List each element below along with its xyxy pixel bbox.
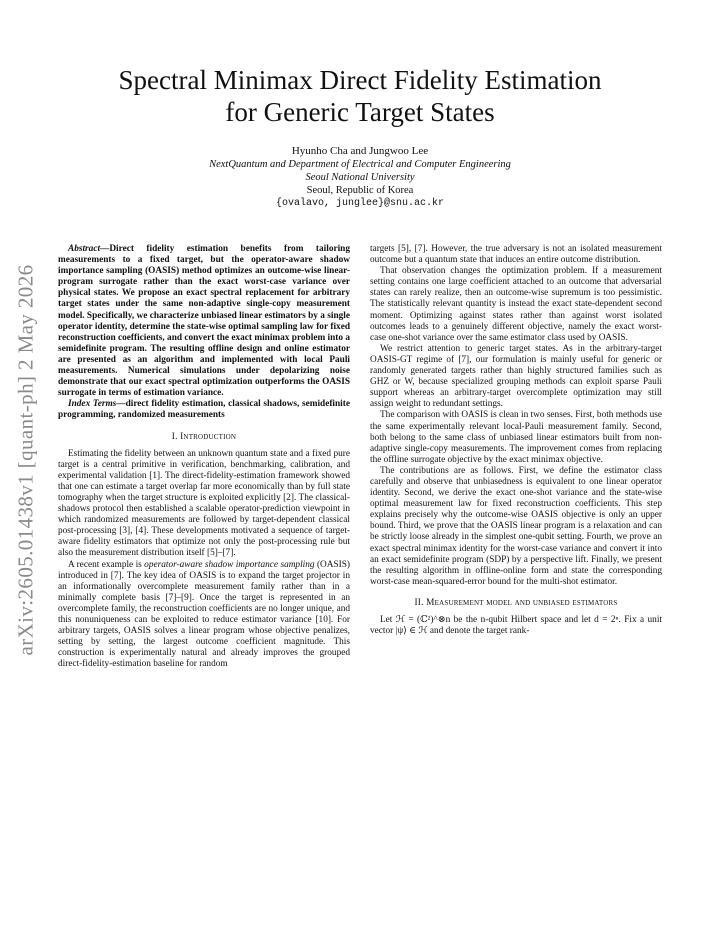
intro-paragraph-2-emphasis: operator-aware shadow importance sampling	[144, 559, 315, 570]
left-column	[58, 244, 350, 670]
intro-paragraph-2-rest: (OASIS) introduced in [7]. The key idea of OASIS is to expand the target projector in an informationally overcomplete measurement family rather than in a minimally complete basis [7]–[9]. Once the target is represented in an overcomplete family, the reconstruction coefficients are no longer unique, and this nonuniqueness can be exploited to reduce estimator variance [10]. For arbitrary targets, OASIS solves a linear program whose objective penalizes, setting by setting, the largest outcome coefficient magnitude. This construction is experimentally natural and already improves the grouped direct-fidelity-estimation baseline for random	[58, 559, 350, 670]
author-email: {ovalavo, junglee}@snu.ac.kr	[275, 198, 445, 209]
intro-paragraph-4: We restrict attention to generic target states. As in the arbitrary-target OASIS-GT regime of [7], our formulation is mainly useful for generic or randomly generated targets rather than highly structured families such as GHZ or W, because specialized grouping methods can exploit sparse Pauli support whereas an arbitrary-target overcomplete optimization may still assign weight to redundant settings.	[370, 343, 662, 410]
affiliation-line-2: Seoul National University	[305, 172, 415, 183]
author-block	[60, 145, 660, 210]
index-terms-label: Index Terms	[68, 399, 117, 410]
intro-paragraph-3: That observation changes the optimization problem. If a measurement setting contains one large coefficient attached to an outcome that adversarial states can rarely realize, then an outcome-wise supremum is too pessimistic. The statistically relevant quantity is instead the exact state-dependent second moment. Optimizing against states rather than against worst isolated outcomes leads to a genuinely different objective, namely the exact worst-case one-shot variance over the same estimator class used by OASIS.	[370, 266, 662, 343]
section-2-paragraph-1: Let ℋ = (ℂ²)^⊗n be the n-qubit Hilbert space and let d = 2ⁿ. Fix a unit vector |ψ⟩ ∈ ℋ and denote the target rank-	[370, 615, 662, 637]
abstract-text: —Direct fidelity estimation benefits from tailoring measurements to a fixed target, but the operator-aware shadow importance sampling (OASIS) method optimizes an outcome-wise linear-program surrogate rather than the exact worst-case variance over physical states. We propose an exact spectral replacement for arbitrary target states under the same non-adaptive single-copy measurement model. Specifically, we characterize unbiased linear estimators by a single operator identity, determine the state-wise optimal sampling law for fixed reconstruction coefficients, and convert the exact minimax problem into a semidefinite program. The resulting offline design and online estimator are presented as an algorithm and implemented with local Pauli measurements. Numerical simulations under depolarizing noise demonstrate that our exact spectral optimization outperforms the OASIS surrogate in terms of estimation variance.	[58, 244, 350, 399]
intro-paragraph-6: The contributions are as follows. First, we define the estimator class carefully and observe that unbiasedness is equivalent to one linear operator identity. Second, we derive the exact one-shot variance and the state-wise optimal measurement law for fixed reconstruction coefficients. This step explains precisely why the outcome-wise OASIS objective is only an upper bound. Third, we prove that the OASIS linear program is a relaxation and can be strictly loose already in the simplest one-qubit setting. Fourth, we prove an exact spectral minimax identity for the worst-case variance and convert it into an exact semidefinite program (SDP) by a perspective lift. Finally, we present the resulting algorithm in offline-online form and state the corresponding worst-case mean-squared-error bound for the multi-shot estimator.	[370, 465, 662, 587]
intro-paragraph-continued: targets [5], [7]. However, the true adversary is not an isolated measurement outcome but a quantum state that induces an entire outcome distribution.	[370, 244, 662, 266]
paper-title-line-1: Spectral Minimax Direct Fidelity Estimation	[118, 65, 602, 95]
affiliation-line-1: NextQuantum and Department of Electrical and Computer Engineering	[209, 159, 511, 170]
section-heading-introduction: I. Introduction	[171, 431, 237, 442]
paper-title-line-2: for Generic Target States	[225, 97, 495, 127]
paper-title	[60, 64, 660, 128]
intro-paragraph-5: The comparison with OASIS is clean in two senses. First, both methods use the same experimentally relevant local-Pauli measurement family. Second, both belong to the same class of unbiased linear estimators built from non-adaptive single-copy measurements. The improvement comes from replacing the offline surrogate objective by the exact minimax objective.	[370, 410, 662, 465]
author-names: Hyunho Cha and Jungwoo Lee	[291, 145, 429, 157]
arxiv-identifier-stamp	[10, 250, 42, 670]
abstract-label: Abstract	[68, 244, 101, 254]
location-line: Seoul, Republic of Korea	[306, 185, 414, 196]
right-column	[370, 244, 662, 637]
section-heading-measurement-model: II. Measurement model and unbiased estimators	[414, 597, 618, 608]
index-terms-text: —direct fidelity estimation, classical shadows, semidefinite programming, randomized measurements	[58, 399, 350, 421]
intro-paragraph-2	[58, 560, 350, 671]
intro-paragraph-2-start: A recent example is	[68, 559, 145, 570]
abstract-paragraph	[58, 244, 350, 399]
index-terms-paragraph	[58, 399, 350, 421]
arxiv-identifier-text: arXiv:2605.01438v1 [quant-ph] 2 May 2026	[13, 264, 38, 656]
intro-paragraph-1: Estimating the fidelity between an unknown quantum state and a fixed pure target is a central primitive in verification, benchmarking, calibration, and experimental validation [1]. The direct-fidelity-estimation framework showed that one can estimate a target overlap far more economically than by full state tomography when the target structure is exploited explicitly [2]. The classical-shadows protocol then established a scalable operator-prediction viewpoint in which randomized measurements are followed by target-dependent classical post-processing [3], [4]. These developments motivated a sequence of target-aware fidelity estimators that optimize not only the post-processing rule but also the measurement distribution itself [5]–[7].	[58, 448, 350, 559]
